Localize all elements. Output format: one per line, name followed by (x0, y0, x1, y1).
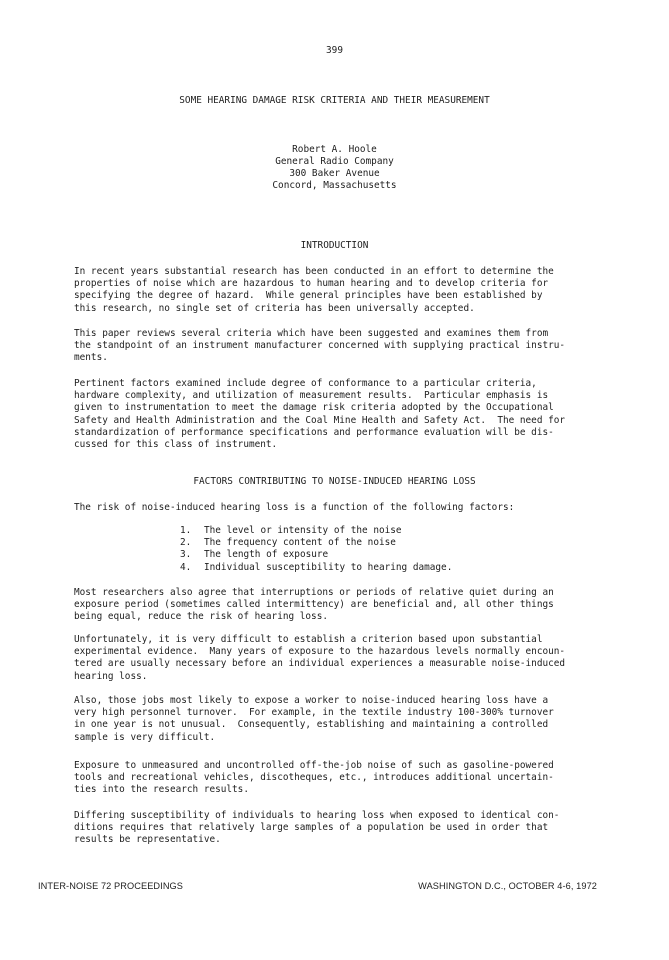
paragraph (74, 695, 604, 744)
paragraph-line: cussed for this class of instrument. (74, 439, 278, 451)
paragraph (74, 587, 604, 624)
list-item-number: 4. (180, 561, 192, 573)
list-item-number: 2. (180, 537, 192, 549)
author-affiliation: General Radio Company (275, 156, 394, 167)
author-street: 300 Baker Avenue (289, 168, 380, 179)
paragraph-line: specifying the degree of hazard. While general principles have been established by (74, 290, 543, 302)
paragraph-line: exposure period (sometimes called intermittency) are beneficial and, all other things (74, 599, 554, 611)
paper-title: SOME HEARING DAMAGE RISK CRITERIA AND THEIR MEASUREMENT (179, 95, 490, 106)
paragraph-line: tered are usually necessary before an individual experiences a measurable noise-induced (74, 658, 566, 670)
paragraph-line: very high personnel turnover. For example, in the textile industry 100-300% turnover (74, 707, 554, 719)
paragraph (74, 328, 604, 365)
paragraph-line: sample is very difficult. (74, 731, 216, 743)
paragraph-line: hardware complexity, and utilization of measurement results. Particular emphasis is (74, 390, 549, 402)
paragraph-line: this research, no single set of criteria has been universally accepted. (74, 302, 475, 314)
paragraph-line: Exposure to unmeasured and uncontrolled off-the-job noise of such as gasoline-powered (74, 760, 554, 771)
list-item (180, 537, 520, 549)
paragraph-line: Unfortunately, it is very difficult to establish a criterion based upon substantial (74, 634, 543, 645)
paragraph-line: Differing susceptibility of individuals to hearing loss when exposed to identical con- (74, 810, 560, 821)
paragraph-line: properties of noise which are hazardous to human hearing and to develop criteria for (74, 278, 549, 290)
footer-proceedings: INTER-NOISE 72 PROCEEDINGS (38, 881, 184, 891)
paragraph (74, 502, 604, 514)
author-city: Concord, Massachusetts (272, 180, 397, 191)
footer-location-date: WASHINGTON D.C., OCTOBER 4-6, 1972 (418, 881, 597, 891)
paragraph (74, 810, 604, 847)
paragraph-line: standardization of performance specifications and performance evaluation will be dis- (74, 426, 554, 438)
factors-list (180, 525, 520, 574)
paragraph-line: hearing loss. (74, 670, 148, 682)
list-item-number: 1. (180, 525, 192, 536)
paragraph-line: Also, those jobs most likely to expose a worker to noise-induced hearing loss have a (74, 695, 549, 706)
paragraph-line: ditions requires that relatively large samples of a population be used in order that (74, 822, 549, 834)
paragraph-line: The risk of noise-induced hearing loss is a function of the following factors: (74, 502, 515, 513)
paragraph-line: Safety and Health Administration and the Coal Mine Health and Safety Act. The need for (74, 414, 566, 426)
section-heading-introduction: INTRODUCTION (300, 240, 369, 251)
paragraph (74, 378, 604, 451)
paragraph-line: ties into the research results. (74, 784, 249, 796)
paragraph-line: in one year is not unusual. Consequently, establishing and maintaining a controlled (74, 719, 549, 731)
paragraph (74, 266, 604, 315)
list-item (180, 562, 520, 574)
paragraph-line: tools and recreational vehicles, discotheques, etc., introduces additional uncertain- (74, 772, 554, 784)
paragraph-line: Most researchers also agree that interruptions or periods of relative quiet during an (74, 587, 554, 598)
paragraph (74, 634, 604, 683)
list-item-text: Individual susceptibility to hearing damage. (204, 561, 453, 573)
list-item-text: The frequency content of the noise (204, 537, 396, 549)
paragraph-line: the standpoint of an instrument manufacturer concerned with supplying practical instru- (74, 340, 566, 352)
paragraph (74, 760, 604, 797)
paragraph-line: In recent years substantial research has been conducted in an effort to determine the (74, 266, 554, 277)
paragraph-line: results be representative. (74, 834, 221, 846)
paragraph-line: This paper reviews several criteria which have been suggested and examines them from (74, 328, 549, 339)
author-name: Robert A. Hoole (292, 144, 377, 155)
list-item (180, 549, 520, 561)
list-item-text: The length of exposure (204, 549, 329, 561)
paragraph-line: being equal, reduce the risk of hearing loss. (74, 611, 328, 623)
paragraph-line: given to instrumentation to meet the damage risk criteria adopted by the Occupational (74, 402, 554, 414)
list-item-text: The level or intensity of the noise (204, 525, 402, 536)
paragraph-line: ments. (74, 352, 108, 364)
list-item-number: 3. (180, 549, 192, 561)
list-item (180, 525, 520, 537)
section-heading-factors: FACTORS CONTRIBUTING TO NOISE-INDUCED HEARING LOSS (193, 476, 476, 487)
paragraph-line: Pertinent factors examined include degree of conformance to a particular criteria, (74, 378, 537, 389)
paragraph-line: experimental evidence. Many years of exposure to the hazardous levels normally encoun- (74, 646, 566, 658)
page-number: 399 (326, 45, 343, 56)
